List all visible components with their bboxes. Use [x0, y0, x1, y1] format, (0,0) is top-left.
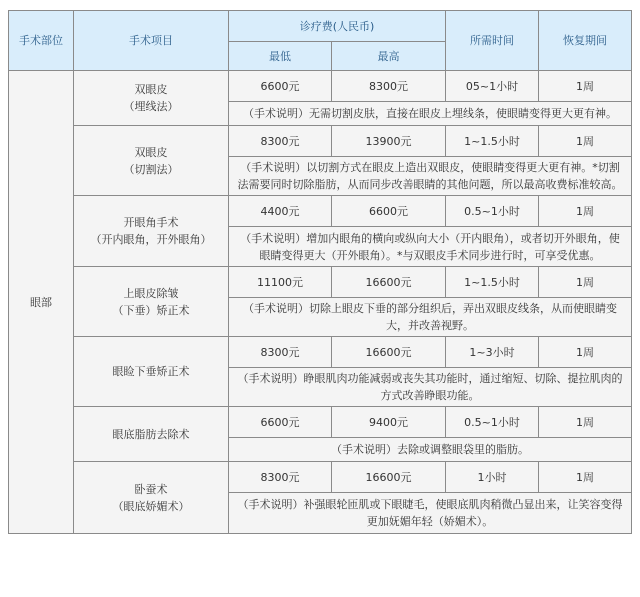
- procedure-name: 眼底脂肪去除术: [112, 427, 190, 441]
- header-fee-group: 诊疗费(人民币): [229, 11, 446, 42]
- fee-max-cell: 16600元: [332, 267, 446, 298]
- header-fee-max: 最高: [332, 42, 446, 71]
- recovery-cell: 1周: [539, 71, 632, 102]
- fee-max-cell: 8300元: [332, 71, 446, 102]
- procedure-name: 眼睑下垂矫正术: [112, 365, 190, 378]
- duration-cell: 0.5~1小时: [446, 407, 539, 438]
- procedure-cell: [74, 71, 229, 126]
- header-fee-min: 最低: [229, 42, 332, 71]
- fee-min-cell: 8300元: [229, 126, 332, 157]
- procedure-sub: （埋线法）: [123, 100, 179, 113]
- procedure-name: 上眼皮除皱: [123, 286, 179, 300]
- description-cell: （手术说明）以切割方式在眼皮上造出双眼皮，使眼睛变得更大更有神。*切割法需要同时切除脂肪，从而同步改善眼睛的其他问题，所以最高收费标准较高。: [229, 157, 632, 196]
- procedure-sub: （眼底娇媚术）: [112, 499, 190, 513]
- fee-max-cell: 9400元: [332, 407, 446, 438]
- header-duration: 所需时间: [446, 11, 539, 71]
- table-row: [9, 337, 632, 368]
- fee-min-cell: 6600元: [229, 71, 332, 102]
- recovery-cell: 1周: [539, 407, 632, 438]
- table-row: [9, 126, 632, 157]
- description-cell: （手术说明）补强眼轮匝肌或下眼睫毛，使眼底肌肉稍微凸显出来，让笑容变得更加妩媚年轻（娇媚术）。: [229, 493, 632, 534]
- recovery-cell: 1周: [539, 126, 632, 157]
- duration-cell: 1小时: [446, 462, 539, 493]
- procedure-cell: [74, 462, 229, 534]
- fee-min-cell: 6600元: [229, 407, 332, 438]
- fee-max-cell: 6600元: [332, 196, 446, 227]
- description-cell: （手术说明）睁眼肌肉功能减弱或丧失其功能时，通过缩短、切除、提拉肌肉的方式改善睁眼功能。: [229, 368, 632, 407]
- procedure-sub: （切割法）: [123, 162, 179, 176]
- fee-max-cell: 13900元: [332, 126, 446, 157]
- eye-surgery-price-table: [8, 10, 632, 534]
- table-row: [9, 196, 632, 227]
- duration-cell: 1~1.5小时: [446, 267, 539, 298]
- recovery-cell: 1周: [539, 196, 632, 227]
- procedure-cell: [74, 407, 229, 462]
- procedure-cell: [74, 196, 229, 267]
- description-cell: （手术说明）切除上眼皮下垂的部分组织后，弄出双眼皮线条，从而使眼睛变大，并改善视野。: [229, 298, 632, 337]
- table-row: [9, 407, 632, 438]
- header-procedure: 手术项目: [74, 11, 229, 71]
- procedure-cell: [74, 267, 229, 337]
- recovery-cell: 1周: [539, 267, 632, 298]
- duration-cell: 1~1.5小时: [446, 126, 539, 157]
- procedure-name: 双眼皮: [134, 83, 168, 96]
- table-row: [9, 267, 632, 298]
- fee-max-cell: 16600元: [332, 462, 446, 493]
- body-part-cell: 眼部: [9, 71, 74, 534]
- duration-cell: 05~1小时: [446, 71, 539, 102]
- procedure-cell: [74, 126, 229, 196]
- description-cell: （手术说明）无需切割皮肤，直接在眼皮上埋线条，使眼睛变得更大更有神。: [229, 102, 632, 126]
- procedure-name: 开眼角手术: [123, 216, 179, 229]
- fee-min-cell: 11100元: [229, 267, 332, 298]
- procedure-name: 卧蚕术: [134, 482, 168, 496]
- duration-cell: 0.5~1小时: [446, 196, 539, 227]
- fee-max-cell: 16600元: [332, 337, 446, 368]
- procedure-cell: [74, 337, 229, 407]
- duration-cell: 1~3小时: [446, 337, 539, 368]
- procedure-sub: （开内眼角，开外眼角）: [90, 233, 212, 246]
- table-row: [9, 462, 632, 493]
- table-row: [9, 71, 632, 102]
- description-cell: （手术说明）增加内眼角的横向或纵向大小（开内眼角），或者切开外眼角，使眼睛变得更大（开外眼角）。*与双眼皮手术同步进行时，可享受优惠。: [229, 227, 632, 267]
- fee-min-cell: 8300元: [229, 462, 332, 493]
- recovery-cell: 1周: [539, 462, 632, 493]
- procedure-name: 双眼皮: [134, 145, 168, 159]
- header-body-part: 手术部位: [9, 11, 74, 71]
- fee-min-cell: 4400元: [229, 196, 332, 227]
- procedure-sub: （下垂）矫正术: [112, 303, 190, 317]
- fee-min-cell: 8300元: [229, 337, 332, 368]
- description-cell: （手术说明）去除或调整眼袋里的脂肪。: [229, 438, 632, 462]
- recovery-cell: 1周: [539, 337, 632, 368]
- header-recovery: 恢复期间: [539, 11, 632, 71]
